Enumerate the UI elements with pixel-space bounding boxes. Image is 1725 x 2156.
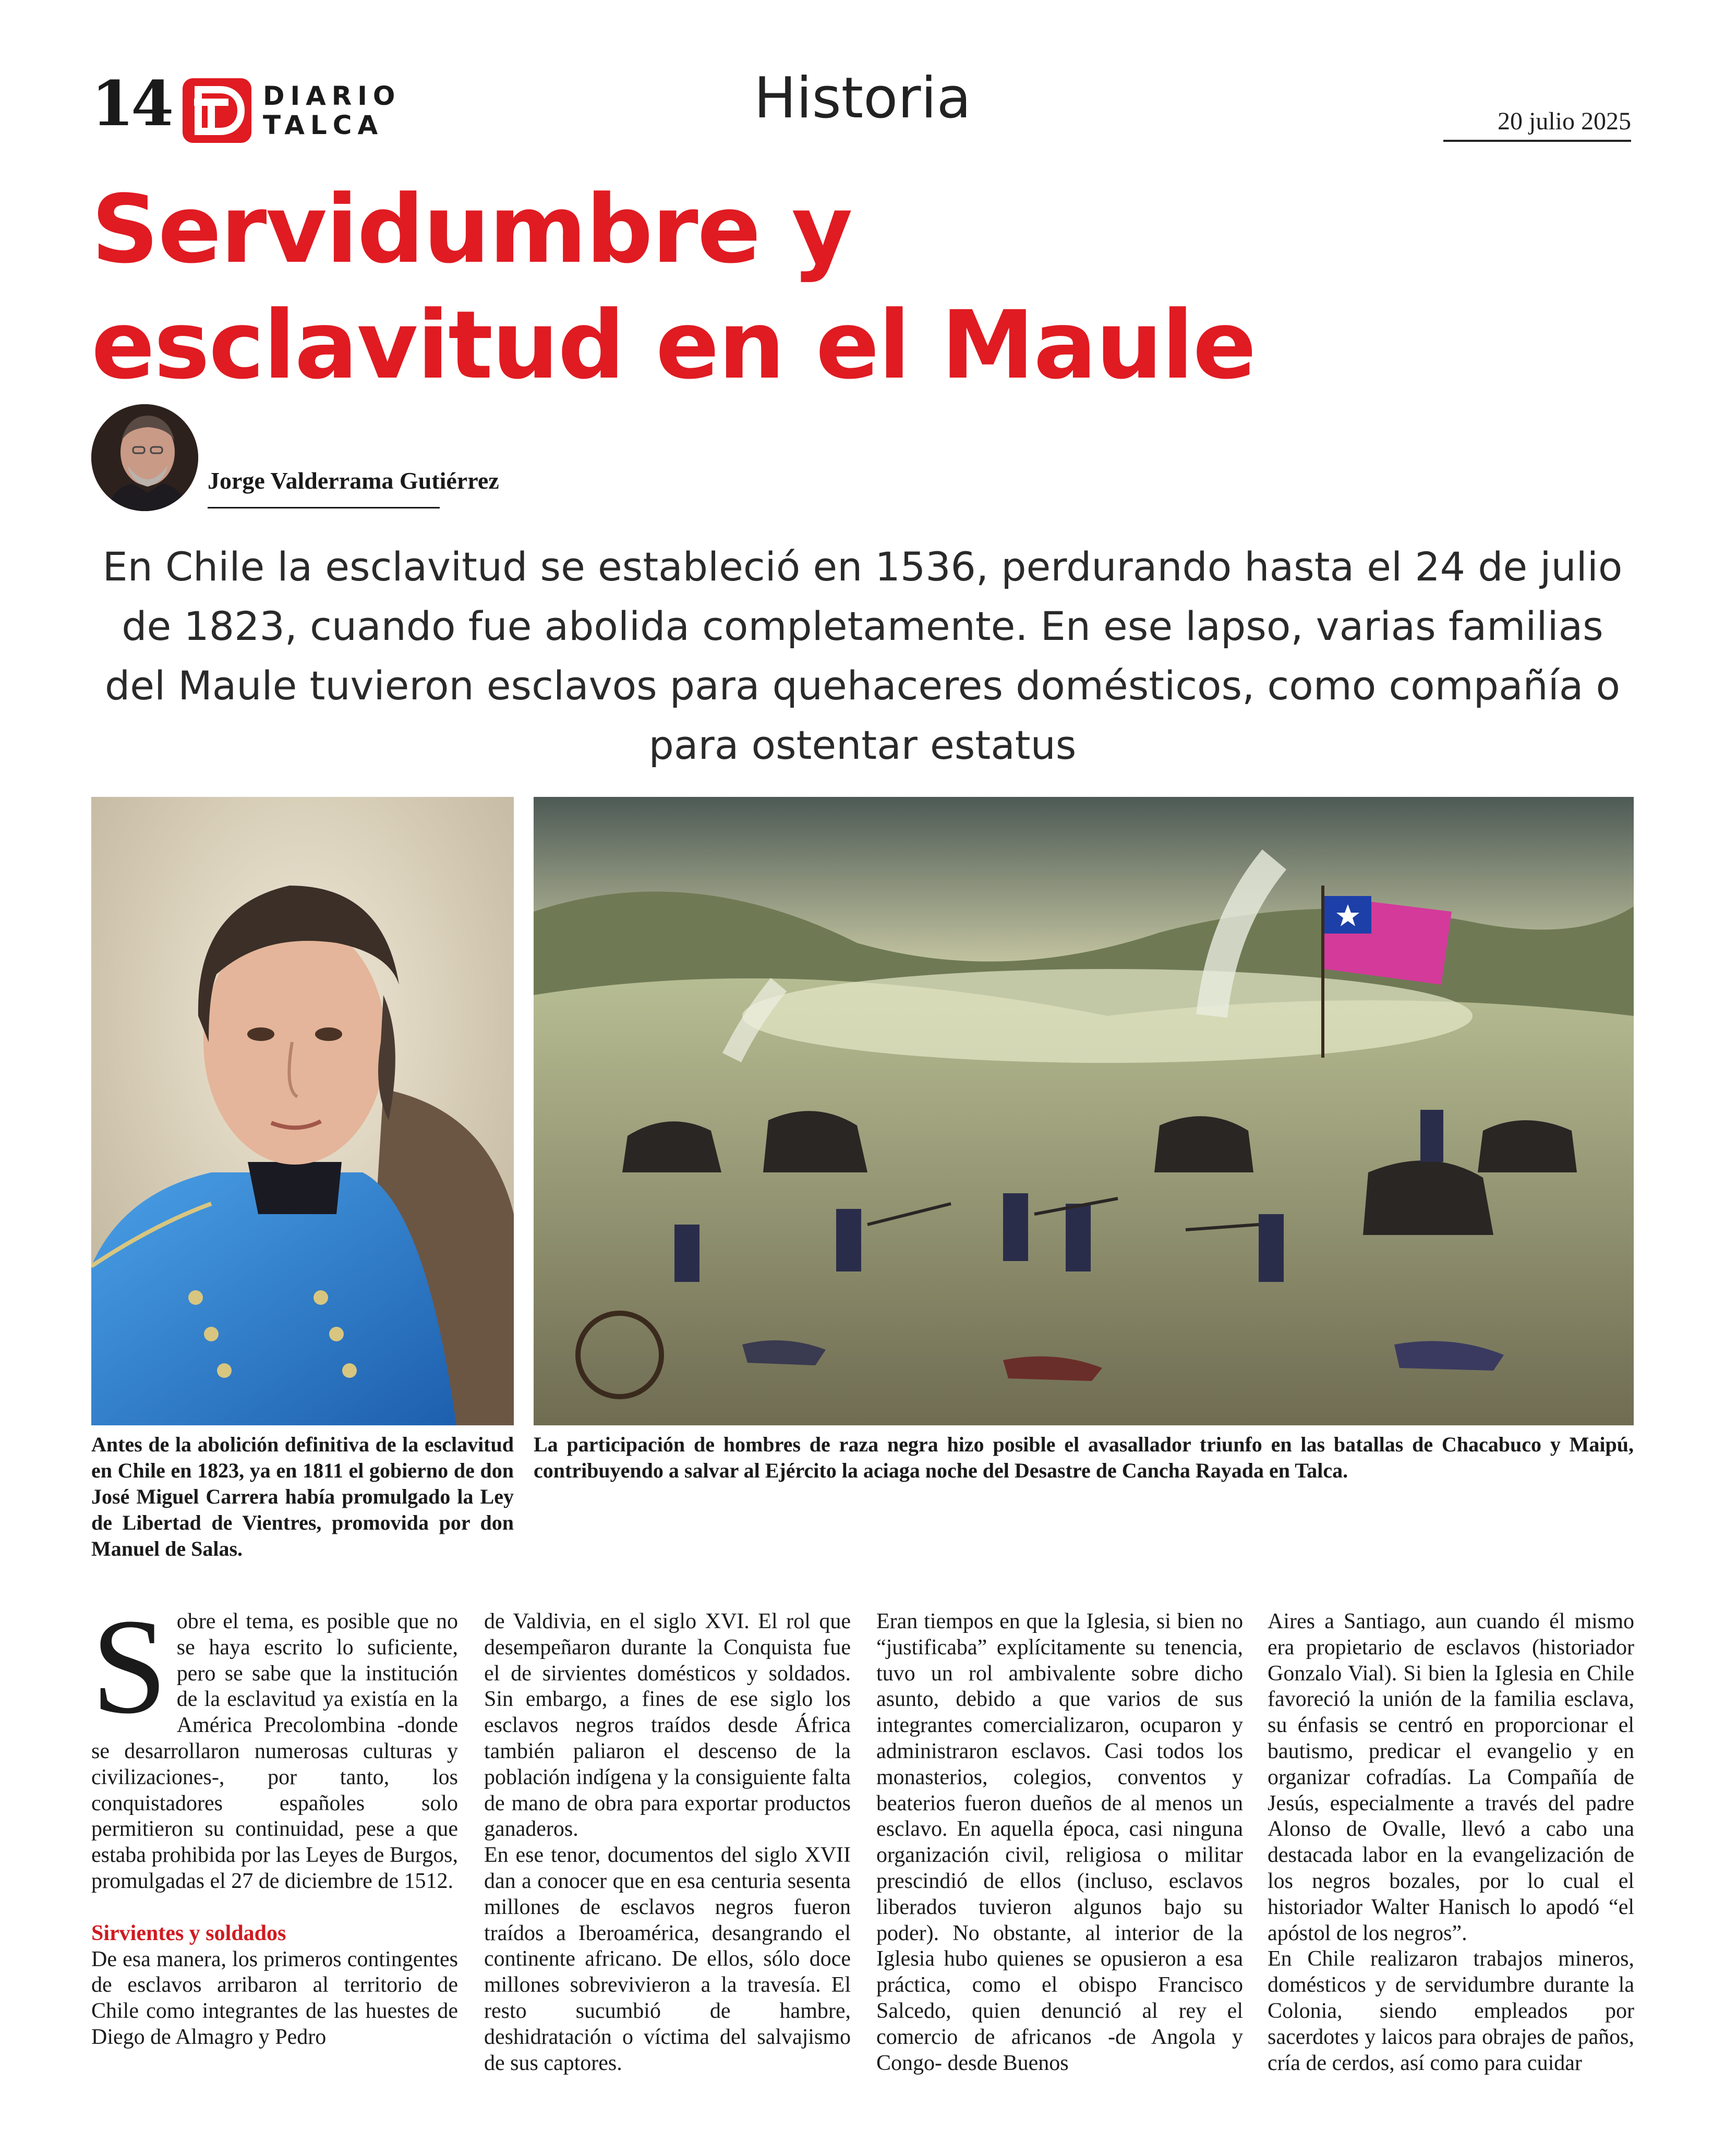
carrera-portrait-image <box>91 797 514 1425</box>
date-rule <box>1443 140 1631 142</box>
body-paragraph: De esa manera, los primeros contingentes de esclavos arribaron al territorio de Chile como integrantes de las huestes de Diego de Almagro y Pedro <box>91 1947 458 2049</box>
body-paragraph: obre el tema, es posible que no se haya escrito lo suficiente, pero se sabe que la institución de la esclavitud ya existía en la América Precolombina -donde se desarrollaron numerosas culturas y civilizaciones-, por tanto, los conquistadores españoles solo permitieron su continuidad, pese a que estaba prohibida por las Leyes de Burgos, promulgadas el 27 de diciembre de 1512. <box>91 1609 458 1893</box>
dropcap: S <box>91 1591 167 1742</box>
headline-line-2: esclavitud en el Maule <box>91 291 1256 400</box>
author-avatar <box>91 404 198 511</box>
body-paragraph: En Chile realizaron trabajos mineros, domésticos y de servidumbre durante la Colonia, siendo empleados por sacerdotes y laicos para obrajes de paños, cría de cerdos, así como para cuidar <box>1268 1947 1634 2075</box>
body-paragraph: Eran tiempos en que la Iglesia, si bien no “justificaba” explícitamente su tenencia, tuvo un rol ambivalente sobre dicho asunto, debido a que varios de sus integrantes comercializaron, ocuparon y administraron esclavos. Casi todos los monasterios, colegios, conventos y beaterios fueron dueños de al menos un esclavo. En aquella época, casi ninguna organización civil, religiosa o militar prescindió de ellos (incluso, esclavos liberados tuvieron algunos bajo su poder). No obstante, al interior de la Iglesia hubo quienes se opusieron a esa práctica, como el obispo Francisco Salcedo, quien denunció al rey el comercio de africanos -de Angola y Congo- desde Buenos <box>876 1609 1243 2075</box>
body-paragraph: Aires a Santiago, aun cuando él mismo era propietario de esclavos (historiador Gonzalo Vial). Si bien la Iglesia en Chile favoreció la unión de la familia esclava, su énfasis se centró en proporcionar el bautismo, predicar el evangelio y en organizar cofradías. La Compañía de Jesús, especialmente a través del padre Alonso de Ovalle, llevó a cabo una destacada labor en la evangelización de los negros bozales, por lo cual el historiador Walter Hanisch lo apodó “el apóstol de los negros”. <box>1268 1609 1634 1945</box>
battle-scene-image <box>534 797 1634 1425</box>
headline-line-1: Servidumbre y <box>91 175 852 284</box>
section-title: Historia <box>754 66 971 131</box>
article-headline <box>91 172 1604 404</box>
body-column-4 <box>1268 1609 1634 2076</box>
body-column-1 <box>91 1591 458 2051</box>
battle-caption: La participación de hombres de raza negra hizo posible el avasallador triunfo en las batallas de Chacabuco y Maipú, contribuyendo a salvar al Ejército la aciaga noche del Desastre de Cancha Rayada en Talca. <box>534 1433 1634 1482</box>
author-rule <box>208 507 440 508</box>
body-paragraph: de Valdivia, en el siglo XVI. El rol que desempeñaron durante la Conquista fue el de sirvientes domésticos y soldados. Sin embargo, a fines de ese siglo los esclavos negros traídos desde África también paliaron el descenso de la población indígena y la consiguiente falta de mano de obra para exportar productos ganaderos. <box>484 1609 851 1842</box>
body-column-3 <box>876 1609 1243 2076</box>
page-number: 14 <box>91 67 171 140</box>
article-lead: En Chile la esclavitud se estableció en 1536, perdurando hasta el 24 de julio de 1823, cuando fue abolida completamente. En ese lapso, varias familias del Maule tuvieron esclavos para quehaceres domésticos, como compañía o para ostentar estatus <box>102 543 1623 768</box>
portrait-caption: Antes de la abolición definitiva de la esclavitud en Chile en 1823, ya en 1811 el gobierno de don José Miguel Carrera había promulgado la Ley de Libertad de Vientres, promovida por don Manuel de Salas. <box>91 1433 514 1560</box>
body-paragraph: En ese tenor, documentos del siglo XVII dan a conocer que en esa centuria sesenta millones de esclavos negros fueron traídos a Iberoamérica, desangrando el continente africano. De ellos, sólo doce millones sobrevivieron a la travesía. El resto sucumbió de hambre, deshidratación o víctima del salvajismo de sus captores. <box>484 1843 851 2075</box>
logo-text-diario: DIARIO <box>263 81 401 111</box>
issue-date: 20 julio 2025 <box>1497 107 1631 135</box>
body-column-2 <box>484 1609 851 2076</box>
subheading: Sirvientes y soldados <box>91 1921 286 1945</box>
author-name: Jorge Valderrama Gutiérrez <box>208 467 499 494</box>
logo-text-talca: TALCA <box>263 110 384 140</box>
